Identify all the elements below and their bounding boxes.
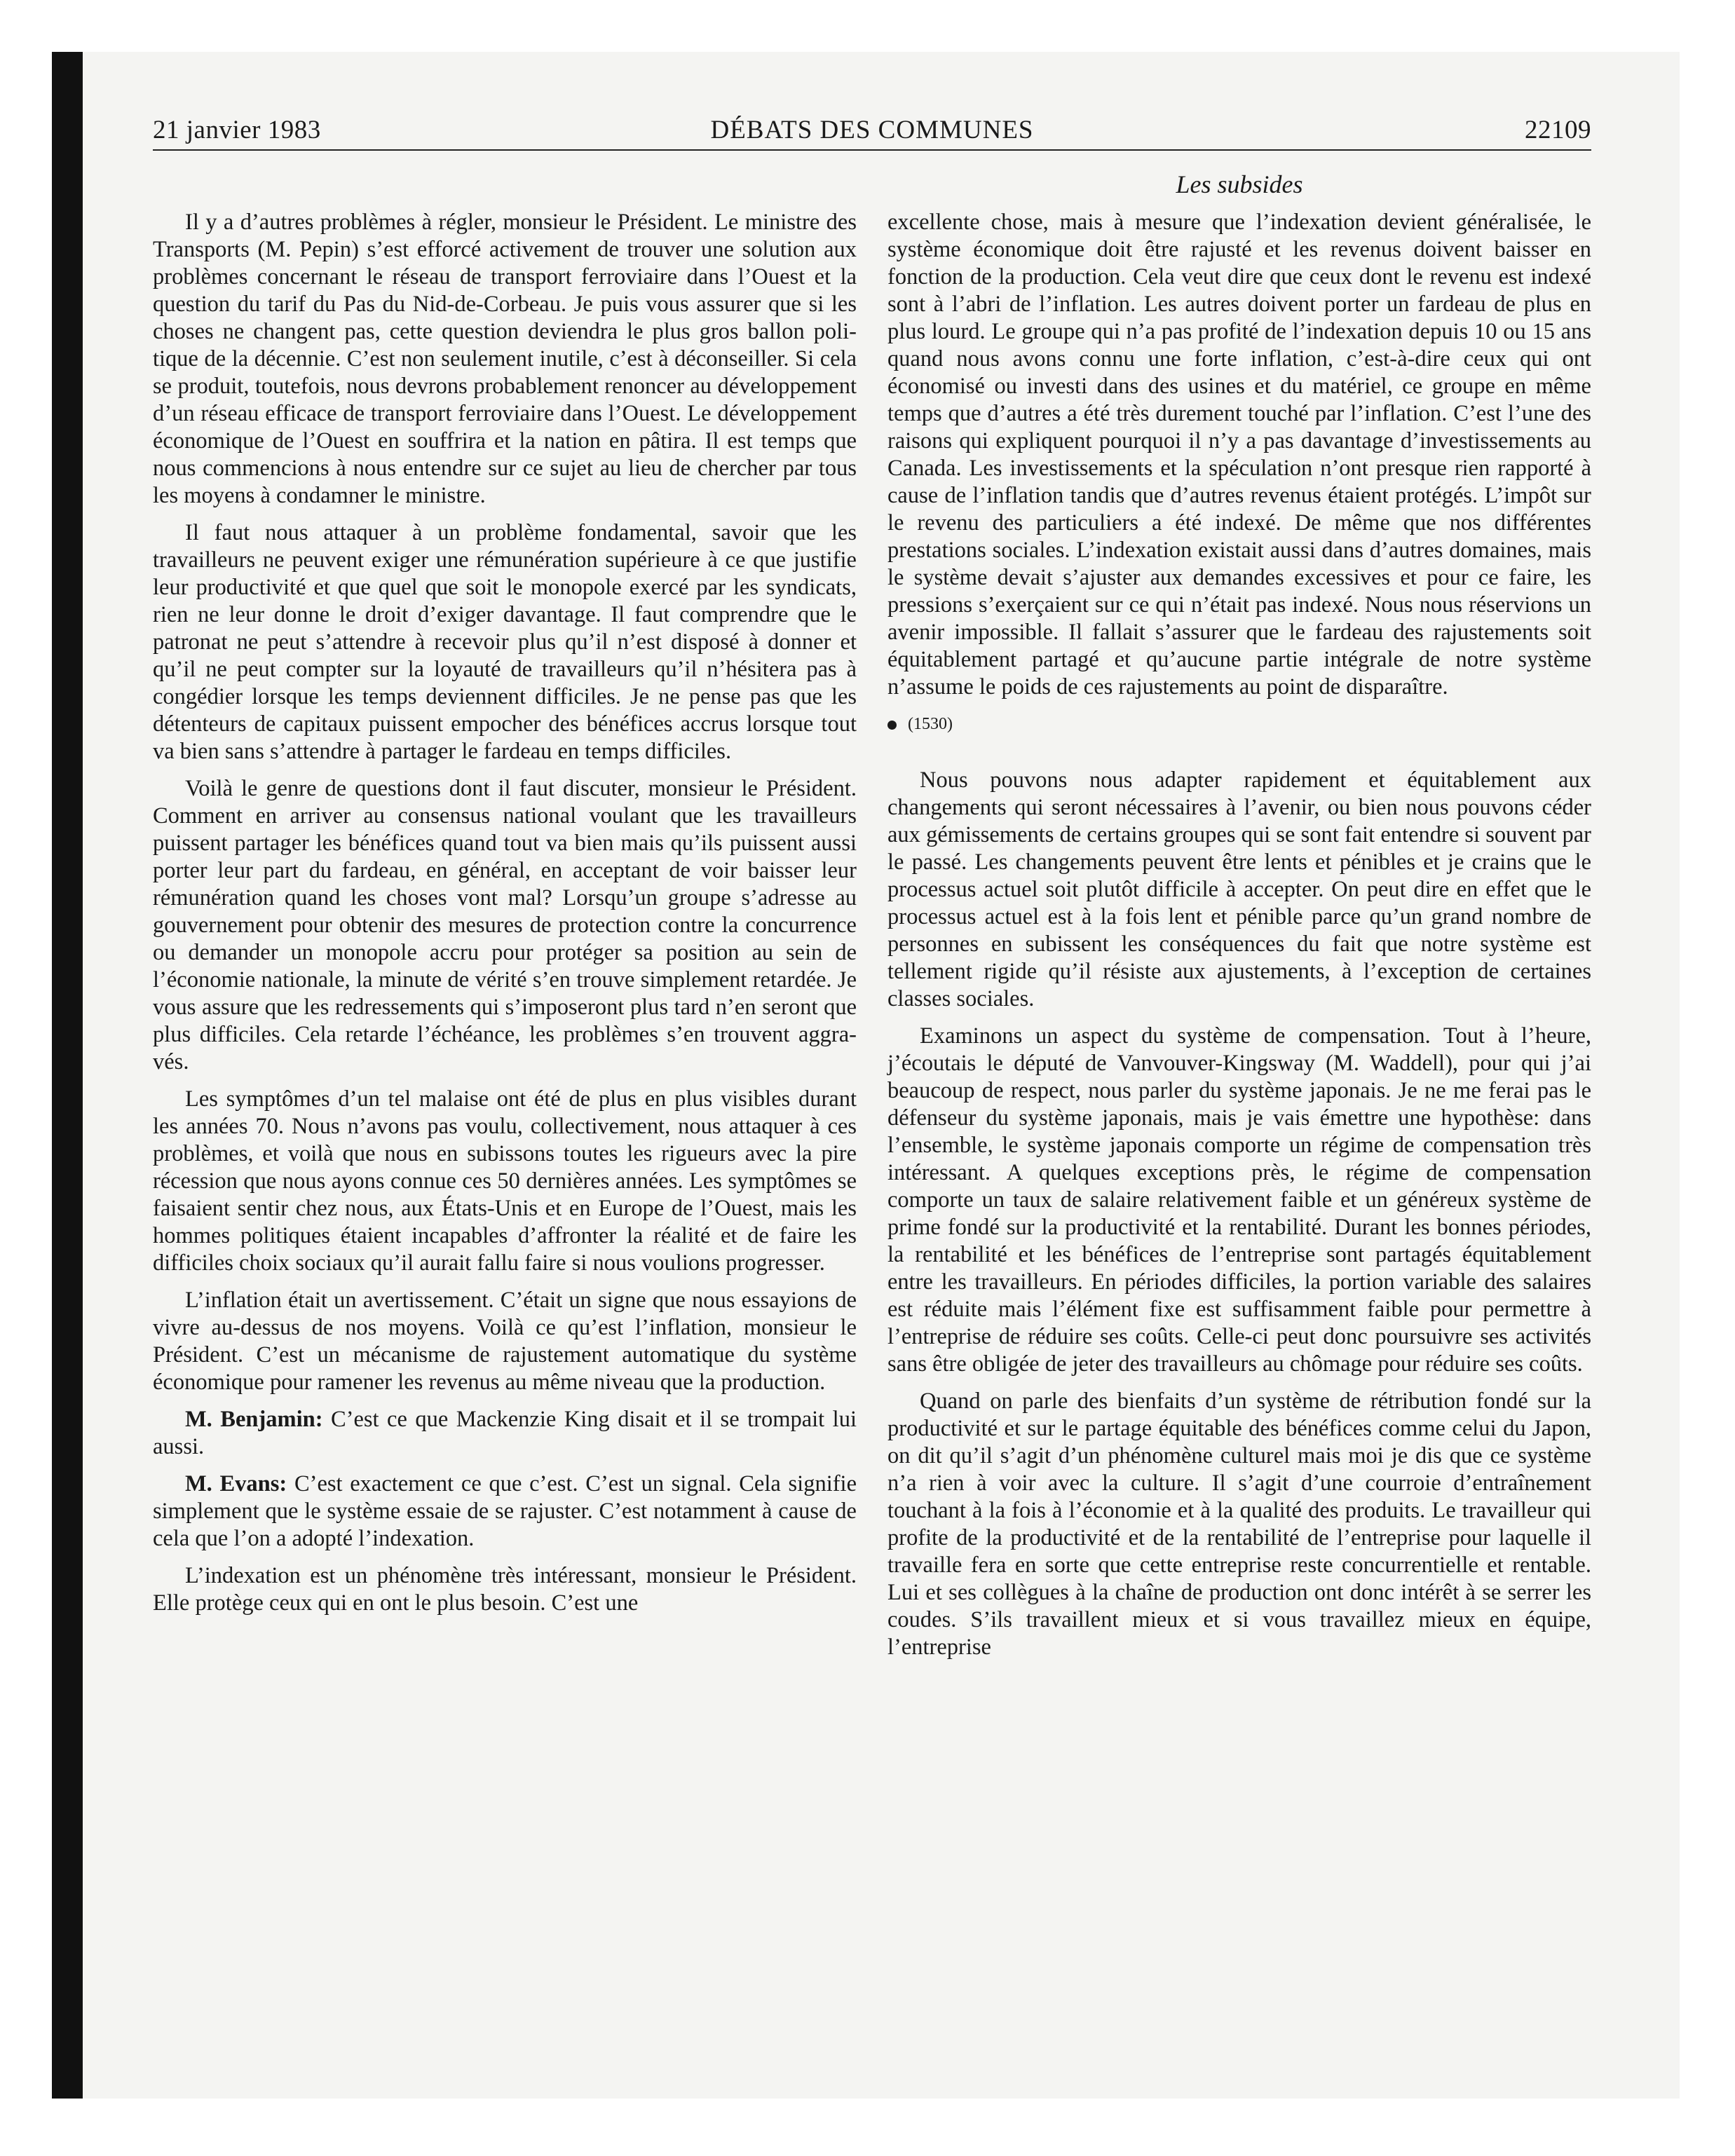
right-column: [887, 209, 1591, 1671]
time-marker-label: (1530): [908, 715, 953, 733]
header-publication: DÉBATS DES COMMUNES: [710, 116, 1034, 144]
paragraph: L’indexation est un phénomène très intéressant, monsieur le Président. Elle protège ceux qui en ont le plus besoin. C’est une: [153, 1563, 857, 1616]
paragraph: L’inflation était un avertissement. C’était un signe que nous essayions de vivre au-dessus de nos moyens. Voilà ce qu’est l’inflation, monsieur le Président. C’est un mécanisme de rajustement automatique du système économique pour ramener les revenus au même niveau que la production.: [153, 1288, 857, 1395]
header-date: 21 janvier 1983: [153, 116, 321, 144]
scan-edge-bar: [52, 52, 83, 2099]
paragraph: Il y a d’autres problèmes à régler, monsieur le Président. Le ministre des Transports (M. Pepin) s’est efforcé activement de trouver une solution aux problèmes concernant le réseau de transport ferroviaire dans l’Ouest et la question du tarif du Pas du Nid-de-Corbeau. Je puis vous assurer que si les choses ne changent pas, cette question deviendra le plus gros ballon politique de la décennie. C’est non seulement inutile, c’est à déconseiller. Si cela se produit, toutefois, nous devrons probablement renoncer au développement d’un réseau efficace de transport ferroviaire dans l’Ouest. Le développement économique de l’Ouest en souffrira et la nation en pâtira. Il est temps que nous commencions à nous entendre sur ce sujet au lieu de chercher par tous les moyens à condamner le ministre.: [153, 210, 857, 508]
paragraph: Nous pouvons nous adapter rapidement et équitablement aux changements qui seront nécessaires à l’avenir, ou bien nous pouvons céder aux gémissements de certains groupes qui se sont fait entendre si souvent par le passé. Les changements peuvent être lents et pénibles et je crains que le processus actuel soit plutôt difficile à accepter. On peut dire en effet que le processus actuel est à la fois lent et pénible parce qu’un grand nombre de personnes en subissent les conséquences du fait que notre système est tellement rigide qu’il résiste aux ajustements, à l’exception de certaines classes sociales.: [887, 767, 1591, 1011]
speech-text: C’est ce que Mackenzie King disait et il se trompait lui aussi.: [153, 1407, 857, 1459]
speaker-name: M. Evans:: [185, 1471, 287, 1496]
paragraph: Les symptômes d’un tel malaise ont été de plus en plus visibles durant les années 70. Nous n’avons pas voulu, collectivement, nous attaquer à ces problèmes, et voilà que nous en subissons toutes les rigueurs avec la pire récession que nous ayons connue ces 50 dernières années. Les symptômes se faisaient sentir chez nous, aux États-Unis et en Europe de l’Ouest, mais les hommes politiques étaient incapables d’affronter la réalité et de faire les difficiles choix sociaux qu’il aurait fallu faire si nous voulions progresser.: [153, 1086, 857, 1276]
time-marker: [887, 714, 1591, 735]
section-heading: Les subsides: [1176, 170, 1303, 198]
paragraph: Voilà le genre de questions dont il faut discuter, monsieur le Président. Comment en arriver au consensus national voulant que les travailleurs puissent partager les bénéfices quand tout va bien mais qu’ils puissent aussi porter leur part du fardeau, en général, en acceptant de voir baisser leur rémunération quand les choses vont mal? Lorsqu’un groupe s’adresse au gouvernement pour obtenir des mesures de protection contre la concurrence ou demander un monopole accru pour protéger sa position au sein de l’économie nationale, la minute de vérité s’en trouve simplement retardée. Je vous assure que les redressements qui s’imposeront plus tard n’en seront que plus difficiles. Cela retarde l’échéance, les problèmes s’en trouvent aggravés.: [153, 776, 857, 1074]
paragraph: excellente chose, mais à mesure que l’indexation devient généralisée, le système économique doit être rajusté et les revenus doivent baisser en fonction de la production. Cela veut dire que ceux dont le revenu est indexé sont à l’abri de l’inflation. Les autres doivent porter un fardeau de plus en plus lourd. Le groupe qui n’a pas profité de l’indexation depuis 10 ou 15 ans quand nous avons connu une forte inflation, c’est-à-dire ceux qui ont économisé ou investi dans des usines et du matériel, ce groupe en même temps que d’autres a été très durement touché par l’inflation. C’est l’une des raisons qui expliquent pourquoi il n’y a pas davantage d’investissements au Canada. Les investissements et la spéculation n’ont presque rien rapporté à cause de l’inflation tandis que d’autres revenus étaient protégés. L’impôt sur le revenu des particuliers a été indexé. De même que nos différentes prestations sociales. L’indexation existait aussi dans d’autres domaines, mais le système devait s’ajuster aux demandes excessives et pour ce faire, les pressions s’exerçaient sur ce qui n’était pas indexé. Nous nous réservions un avenir impossible. Il fallait s’assurer que le fardeau des rajustements soit équitablement partagé et qu’aucune partie intégrale de notre système n’assume le poids de ces rajustements au point de disparaître.: [887, 210, 1591, 700]
bullet-icon: [887, 721, 897, 730]
header-rule: [153, 149, 1591, 151]
left-column: [153, 209, 857, 1627]
header-page-number: 22109: [1525, 116, 1591, 144]
paragraph: Il faut nous attaquer à un problème fondamental, savoir que les travailleurs ne peuvent exiger une rémunération supérieure à ce que justifie leur productivité et que quel que soit le monopole exercé par les syndicats, rien ne leur donne le droit d’exiger davantage. Il faut comprendre que le patronat ne peut s’attendre à recevoir plus qu’il n’est disposé à donner et qu’il ne peut compter sur la loyauté de travailleurs qu’il n’hésitera pas à congédier lorsque les temps deviennent difficiles. Je ne pense pas que les détenteurs de capitaux puissent empocher des bénéfices accrus lorsque tout va bien sans s’attendre à partager le fardeau en temps difficiles.: [153, 520, 857, 764]
speech-paragraph: [153, 1471, 857, 1553]
paragraph: Examinons un aspect du système de compensation. Tout à l’heure, j’écoutais le député de Vanvouver-Kingsway (M. Waddell), pour qui j’ai beaucoup de respect, nous parler du système japonais. Je ne me ferai pas le défenseur du système japonais, mais je vais émettre une hypothèse: dans l’ensemble, le système japonais comporte un régime de compensation très intéressant. A quelques exceptions près, le régime de compensation comporte un taux de salaire relativement faible et un généreux système de prime fondé sur la productivité et la rentabilité. Durant les bonnes périodes, la rentabilité et les bénéfices de l’entreprise sont partagés équitablement entre les travailleurs. En périodes difficiles, la portion variable des salaires est réduite mais l’élément fixe est suffisamment faible pour permettre à l’entreprise de réduire ses coûts. Celle-ci peut donc poursuivre ses activités sans être obligée de jeter des travailleurs au chômage pour réduire ses coûts.: [887, 1023, 1591, 1377]
paragraph: Quand on parle des bienfaits d’un système de rétribution fondé sur la productivité et sur le partage équitable des bénéfices comme celui du Japon, on dit qu’il s’agit d’un phénomène culturel mais moi je dis que ce système n’a rien à voir avec la culture. Il s’agit d’une courroie d’entraînement touchant à la fois à l’économie et à la qualité des produits. Le travailleur qui profite de la productivité et de la rentabilité de l’entreprise pour laquelle il travaille fera en sorte que cette entreprise reste concurrentielle et rentable. Lui et ses collègues à la chaîne de production ont donc intérêt à se serrer les coudes. S’ils travaillent mieux et si vous travaillez mieux en équipe, l’entreprise: [887, 1389, 1591, 1660]
speaker-name: M. Benjamin:: [185, 1407, 323, 1432]
speech-paragraph: [153, 1406, 857, 1461]
speech-text: C’est exactement ce que c’est. C’est un signal. Cela signifie simplement que le système essaie de se rajuster. C’est notamment à cause de cela que l’on a adopté l’indexation.: [153, 1471, 857, 1551]
